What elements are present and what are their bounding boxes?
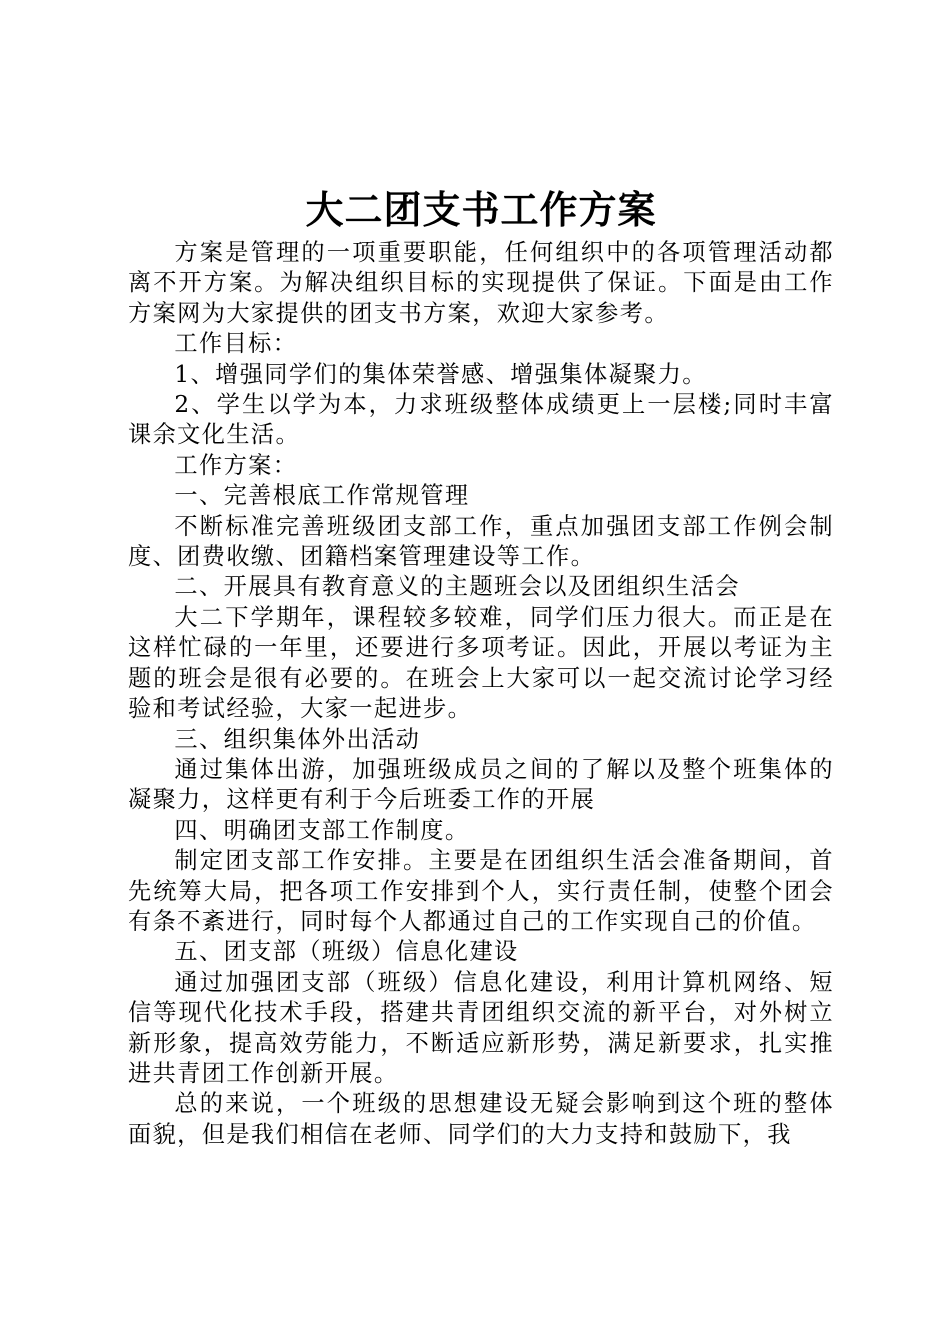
paragraph-plan-heading: 工作方案： — [174, 451, 298, 479]
document-body — [128, 238, 834, 1150]
paragraph-conclusion: 总的来说，一个班级的思想建设无疑会影响到这个班的整体面貌，但是我们相信在老师、同学们的大力支持和鼓励下，我 — [128, 1090, 834, 1148]
paragraph-section-4-heading: 四、明确团支部工作制度。 — [174, 816, 470, 844]
paragraph-section-5-heading: 五、团支部（班级）信息化建设 — [174, 938, 519, 966]
paragraph-section-5-body: 通过加强团支部（班级）信息化建设，利用计算机网络、短信等现代化技术手段，搭建共青团组织交流的新平台，对外树立新形象，提高效劳能力，不断适应新形势，满足新要求，扎实推进共青团工作创新开展。 — [128, 968, 834, 1087]
paragraph-section-1-heading: 一、完善根底工作常规管理 — [174, 482, 470, 510]
paragraph-section-3-body: 通过集体出游，加强班级成员之间的了解以及整个班集体的凝聚力，这样更有利于今后班委工作的开展 — [128, 755, 834, 814]
document-title: 大二团支书工作方案 — [305, 187, 657, 232]
paragraph-goal-1: 1、增强同学们的集体荣誉感、增强集体凝聚力。 — [174, 360, 707, 388]
paragraph-goals-heading: 工作目标： — [174, 330, 298, 358]
paragraph-section-3-heading: 三、组织集体外出活动 — [174, 725, 421, 753]
paragraph-intro: 方案是管理的一项重要职能，任何组织中的各项管理活动都离不开方案。为解决组织目标的实现提供了保证。下面是由工作方案网为大家提供的团支书方案，欢迎大家参考。 — [128, 239, 834, 327]
paragraph-section-2-body: 大二下学期年，课程较多较难，同学们压力很大。而正是在这样忙碌的一年里，还要进行多项考证。因此，开展以考证为主题的班会是很有必要的。在班会上大家可以一起交流讨论学习经验和考试经验，大家一起进步。 — [128, 603, 834, 723]
paragraph-section-1-body: 不断标准完善班级团支部工作，重点加强团支部工作例会制度、团费收缴、团籍档案管理建设等工作。 — [128, 512, 834, 571]
paragraph-section-4-body: 制定团支部工作安排。主要是在团组织生活会准备期间，首先统筹大局，把各项工作安排到个人，实行责任制，使整个团会有条不紊进行，同时每个人都通过自己的工作实现自己的价值。 — [128, 847, 834, 935]
paragraph-goal-2: 2、学生以学为本，力求班级整体成绩更上一层楼;同时丰富课余文化生活。 — [128, 391, 834, 449]
paragraph-section-2-heading: 二、开展具有教育意义的主题班会以及团组织生活会 — [174, 573, 740, 601]
